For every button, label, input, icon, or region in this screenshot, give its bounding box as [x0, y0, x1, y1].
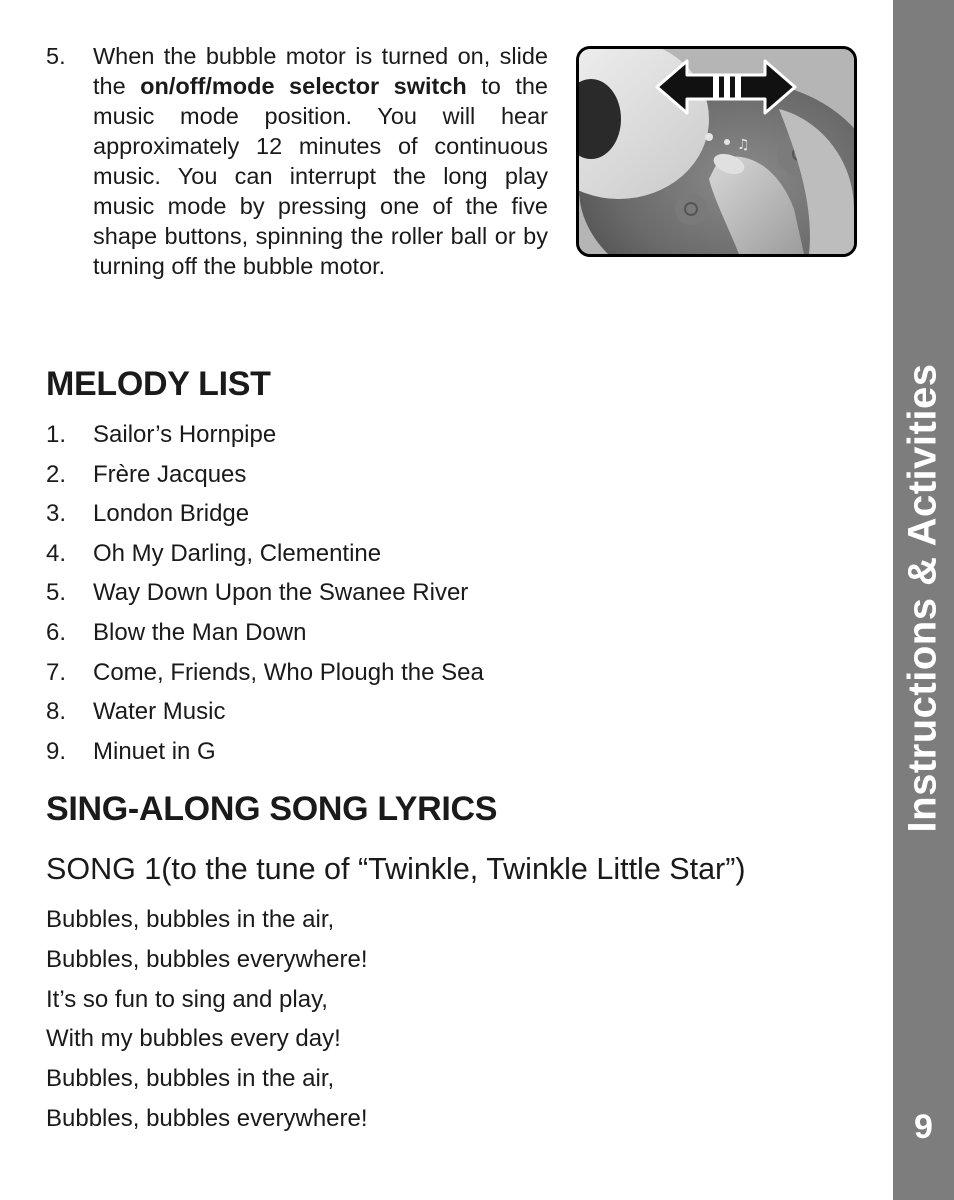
- list-item: [46, 459, 746, 499]
- item-number: 2.: [46, 460, 67, 488]
- selector-switch-photo: [576, 46, 857, 257]
- selector-switch-illustration: [579, 49, 854, 254]
- song-title: SONG 1(to the tune of “Twinkle, Twinkle Little Star”): [46, 852, 746, 886]
- melody-title: Way Down Upon the Swanee River: [93, 579, 469, 607]
- item-number: 3.: [46, 500, 67, 528]
- section-title: Instructions & Activities: [900, 363, 945, 833]
- svg-text:♫: ♫: [737, 137, 750, 153]
- list-item: [46, 696, 746, 736]
- list-item: [46, 419, 746, 459]
- step-text-after: to the music mode position. You will hear approximately 12 minutes of continuous music. You can interrupt the long play music mode by pressing one of the five shape buttons, spinning the roller ball or by turning off the bubble motor.: [93, 73, 548, 279]
- melody-list: [46, 419, 746, 775]
- lyric-line: Bubbles, bubbles in the air,: [46, 1065, 335, 1093]
- item-number: 8.: [46, 698, 67, 726]
- melody-title: London Bridge: [93, 500, 250, 528]
- list-item: [46, 498, 746, 538]
- item-number: 4.: [46, 539, 67, 567]
- melody-title: Oh My Darling, Clementine: [93, 539, 382, 567]
- lyric-line: It’s so fun to sing and play,: [46, 985, 328, 1013]
- lyric-line: With my bubbles every day!: [46, 1025, 341, 1053]
- item-number: 9.: [46, 737, 67, 765]
- step-text: [93, 41, 548, 281]
- step-text-before: When the bubble motor is turned on, slide the: [93, 43, 548, 99]
- list-item: [46, 736, 746, 776]
- page-number: 9: [914, 1108, 933, 1146]
- sing-along-heading: SING-ALONG SONG LYRICS: [46, 790, 498, 828]
- list-item: [46, 538, 746, 578]
- melody-title: Frère Jacques: [93, 460, 247, 488]
- item-number: 7.: [46, 658, 67, 686]
- melody-title: Come, Friends, Who Plough the Sea: [93, 658, 484, 686]
- melody-title: Sailor’s Hornpipe: [93, 421, 277, 448]
- item-number: 5.: [46, 579, 67, 607]
- list-item: [46, 657, 746, 697]
- melody-list-heading: MELODY LIST: [46, 365, 271, 403]
- list-item: [46, 617, 746, 657]
- melody-title: Water Music: [93, 698, 226, 726]
- lyric-line: Bubbles, bubbles in the air,: [46, 906, 335, 933]
- selector-switch-label: on/off/mode selector switch: [140, 73, 467, 99]
- list-item: [46, 577, 746, 617]
- lyric-line: Bubbles, bubbles everywhere!: [46, 1104, 368, 1132]
- melody-title: Minuet in G: [93, 737, 216, 765]
- song-lyrics: [46, 904, 746, 1143]
- lyric-line: Bubbles, bubbles everywhere!: [46, 945, 368, 973]
- step-number: 5.: [46, 43, 66, 69]
- item-number: 1.: [46, 421, 67, 448]
- melody-title: Blow the Man Down: [93, 618, 307, 646]
- item-number: 6.: [46, 618, 67, 646]
